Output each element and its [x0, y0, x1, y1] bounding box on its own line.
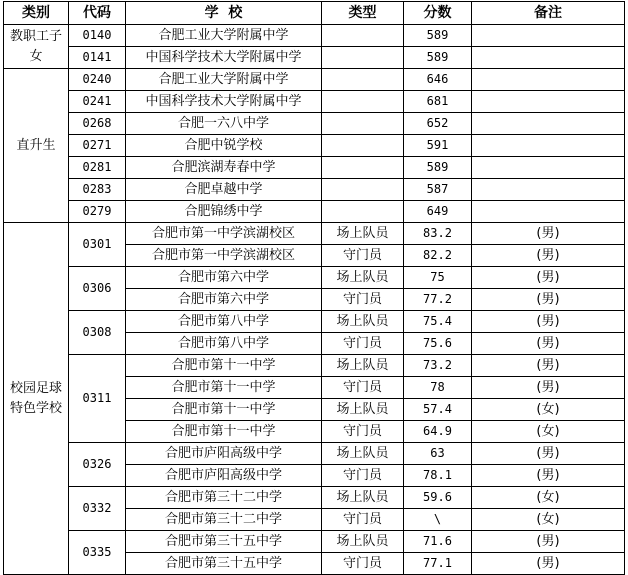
type-cell: 守门员 — [322, 553, 404, 575]
school-cell: 合肥市第三十二中学 — [126, 487, 322, 509]
remark-cell — [472, 47, 625, 69]
school-cell: 合肥市庐阳高级中学 — [126, 443, 322, 465]
type-cell: 守门员 — [322, 421, 404, 443]
code-cell: 0279 — [69, 201, 126, 223]
table-row — [4, 443, 625, 465]
type-cell — [322, 25, 404, 47]
type-cell — [322, 91, 404, 113]
table-row — [4, 113, 625, 135]
remark-cell: (男) — [472, 443, 625, 465]
table-row — [4, 25, 625, 47]
code-cell: 0281 — [69, 157, 126, 179]
remark-cell: (男) — [472, 355, 625, 377]
header-school: 学 校 — [126, 2, 322, 25]
remark-cell: (男) — [472, 377, 625, 399]
code-cell: 0311 — [69, 355, 126, 443]
code-cell: 0308 — [69, 311, 126, 355]
remark-cell: (男) — [472, 531, 625, 553]
score-cell: 589 — [404, 25, 472, 47]
school-cell: 合肥市第十一中学 — [126, 355, 322, 377]
code-cell: 0140 — [69, 25, 126, 47]
table-row — [4, 201, 625, 223]
table-body — [4, 25, 625, 575]
school-cell: 合肥卓越中学 — [126, 179, 322, 201]
admission-score-table — [3, 1, 625, 575]
remark-cell — [472, 113, 625, 135]
header-remark: 备注 — [472, 2, 625, 25]
score-cell: 83.2 — [404, 223, 472, 245]
school-cell: 合肥市第十一中学 — [126, 399, 322, 421]
score-cell: 587 — [404, 179, 472, 201]
type-cell: 守门员 — [322, 245, 404, 267]
header-score: 分数 — [404, 2, 472, 25]
type-cell: 守门员 — [322, 333, 404, 355]
score-cell: 591 — [404, 135, 472, 157]
code-cell: 0271 — [69, 135, 126, 157]
type-cell: 场上队员 — [322, 399, 404, 421]
code-cell: 0241 — [69, 91, 126, 113]
table-row — [4, 355, 625, 377]
remark-cell: (女) — [472, 421, 625, 443]
school-cell: 合肥市第十一中学 — [126, 377, 322, 399]
school-cell: 合肥市第六中学 — [126, 289, 322, 311]
header-category: 类别 — [4, 2, 69, 25]
type-cell: 场上队员 — [322, 267, 404, 289]
school-cell: 中国科学技术大学附属中学 — [126, 91, 322, 113]
school-cell: 合肥市第八中学 — [126, 311, 322, 333]
score-cell: 78.1 — [404, 465, 472, 487]
remark-cell — [472, 179, 625, 201]
score-cell: 75 — [404, 267, 472, 289]
score-cell: 589 — [404, 157, 472, 179]
score-cell: 75.6 — [404, 333, 472, 355]
score-cell: \ — [404, 509, 472, 531]
school-cell: 合肥市第三十五中学 — [126, 531, 322, 553]
table-row — [4, 223, 625, 245]
remark-cell: (男) — [472, 223, 625, 245]
remark-cell: (男) — [472, 245, 625, 267]
table-row — [4, 69, 625, 91]
remark-cell: (男) — [472, 333, 625, 355]
code-cell: 0301 — [69, 223, 126, 267]
remark-cell — [472, 69, 625, 91]
remark-cell — [472, 157, 625, 179]
type-cell: 守门员 — [322, 509, 404, 531]
type-cell — [322, 113, 404, 135]
score-cell: 78 — [404, 377, 472, 399]
score-cell: 652 — [404, 113, 472, 135]
score-cell: 681 — [404, 91, 472, 113]
remark-cell — [472, 91, 625, 113]
score-cell: 649 — [404, 201, 472, 223]
type-cell: 场上队员 — [322, 311, 404, 333]
remark-cell: (男) — [472, 289, 625, 311]
table-row — [4, 157, 625, 179]
type-cell: 场上队员 — [322, 443, 404, 465]
score-cell: 646 — [404, 69, 472, 91]
school-cell: 合肥市第一中学滨湖校区 — [126, 223, 322, 245]
type-cell: 守门员 — [322, 377, 404, 399]
remark-cell: (男) — [472, 553, 625, 575]
code-cell: 0268 — [69, 113, 126, 135]
score-cell: 589 — [404, 47, 472, 69]
type-cell: 场上队员 — [322, 531, 404, 553]
remark-cell: (女) — [472, 399, 625, 421]
score-cell: 75.4 — [404, 311, 472, 333]
table-row — [4, 487, 625, 509]
school-cell: 合肥工业大学附属中学 — [126, 69, 322, 91]
school-cell: 合肥中锐学校 — [126, 135, 322, 157]
remark-cell: (男) — [472, 311, 625, 333]
category-cell: 校园足球特色学校 — [4, 223, 69, 575]
school-cell: 合肥市第十一中学 — [126, 421, 322, 443]
category-cell: 教职工子女 — [4, 25, 69, 69]
table-row — [4, 135, 625, 157]
table-row — [4, 91, 625, 113]
school-cell: 合肥一六八中学 — [126, 113, 322, 135]
code-cell: 0335 — [69, 531, 126, 575]
header-row — [4, 2, 625, 25]
remark-cell — [472, 201, 625, 223]
school-cell: 合肥市第八中学 — [126, 333, 322, 355]
code-cell: 0306 — [69, 267, 126, 311]
remark-cell: (男) — [472, 267, 625, 289]
category-cell: 直升生 — [4, 69, 69, 223]
score-cell: 73.2 — [404, 355, 472, 377]
school-cell: 合肥市第三十五中学 — [126, 553, 322, 575]
code-cell: 0141 — [69, 47, 126, 69]
code-cell: 0332 — [69, 487, 126, 531]
school-cell: 合肥市第六中学 — [126, 267, 322, 289]
type-cell — [322, 69, 404, 91]
type-cell: 守门员 — [322, 465, 404, 487]
type-cell: 场上队员 — [322, 223, 404, 245]
type-cell — [322, 135, 404, 157]
score-cell: 64.9 — [404, 421, 472, 443]
type-cell: 场上队员 — [322, 355, 404, 377]
remark-cell: (女) — [472, 509, 625, 531]
school-cell: 合肥市第三十二中学 — [126, 509, 322, 531]
type-cell — [322, 157, 404, 179]
score-cell: 77.2 — [404, 289, 472, 311]
code-cell: 0283 — [69, 179, 126, 201]
score-cell: 82.2 — [404, 245, 472, 267]
remark-cell: (男) — [472, 465, 625, 487]
school-cell: 中国科学技术大学附属中学 — [126, 47, 322, 69]
table-row — [4, 311, 625, 333]
type-cell — [322, 47, 404, 69]
type-cell — [322, 201, 404, 223]
code-cell: 0326 — [69, 443, 126, 487]
score-cell: 57.4 — [404, 399, 472, 421]
school-cell: 合肥市第一中学滨湖校区 — [126, 245, 322, 267]
school-cell: 合肥滨湖寿春中学 — [126, 157, 322, 179]
code-cell: 0240 — [69, 69, 126, 91]
remark-cell — [472, 25, 625, 47]
table-row — [4, 531, 625, 553]
remark-cell — [472, 135, 625, 157]
type-cell: 场上队员 — [322, 487, 404, 509]
type-cell: 守门员 — [322, 289, 404, 311]
remark-cell: (女) — [472, 487, 625, 509]
score-cell: 77.1 — [404, 553, 472, 575]
school-cell: 合肥工业大学附属中学 — [126, 25, 322, 47]
school-cell: 合肥市庐阳高级中学 — [126, 465, 322, 487]
score-cell: 59.6 — [404, 487, 472, 509]
header-code: 代码 — [69, 2, 126, 25]
table-row — [4, 47, 625, 69]
type-cell — [322, 179, 404, 201]
score-cell: 63 — [404, 443, 472, 465]
table-row — [4, 179, 625, 201]
score-cell: 71.6 — [404, 531, 472, 553]
header-type: 类型 — [322, 2, 404, 25]
table-row — [4, 267, 625, 289]
school-cell: 合肥锦绣中学 — [126, 201, 322, 223]
